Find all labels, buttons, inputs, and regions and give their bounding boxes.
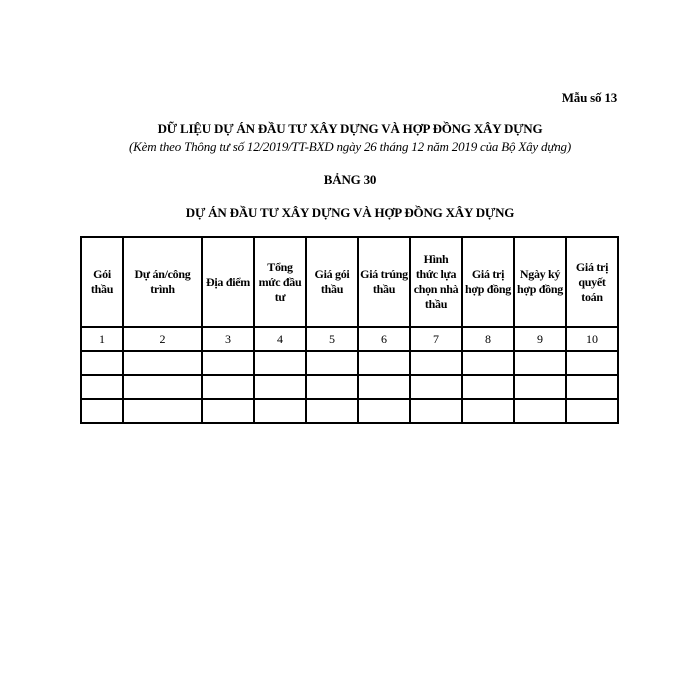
table-cell [514, 351, 566, 375]
table-cell [306, 399, 358, 423]
table-cell [123, 399, 202, 423]
table-cell [358, 399, 410, 423]
header-cell-gia-goi-thau: Giá gói thầu [306, 237, 358, 327]
header-cell-hinh-thuc: Hình thức lựa chọn nhà thầu [410, 237, 462, 327]
header-cell-gia-tri-hop-dong: Giá trị hợp đồng [462, 237, 514, 327]
table-row [81, 375, 618, 399]
column-number: 1 [81, 327, 123, 351]
column-number: 5 [306, 327, 358, 351]
column-number: 4 [254, 327, 306, 351]
header-cell-dia-diem: Địa điểm [202, 237, 254, 327]
table-cell [81, 375, 123, 399]
table-cell [306, 375, 358, 399]
table-cell [81, 399, 123, 423]
header-cell-gia-tri-quyet-toan: Giá trị quyết toán [566, 237, 618, 327]
table-cell [514, 375, 566, 399]
table-cell [123, 375, 202, 399]
table-cell [358, 351, 410, 375]
table-cell [306, 351, 358, 375]
table-cell [566, 399, 618, 423]
table-cell [410, 375, 462, 399]
table-row [81, 399, 618, 423]
column-number: 10 [566, 327, 618, 351]
table-cell [202, 351, 254, 375]
document-title: DỮ LIỆU DỰ ÁN ĐẦU TƯ XÂY DỰNG VÀ HỢP ĐỒNG XÂY DỰNG [157, 121, 543, 136]
table-number: BẢNG 30 [323, 172, 377, 187]
column-number: 3 [202, 327, 254, 351]
table-cell [514, 399, 566, 423]
form-number: Mẫu số 13 [561, 90, 617, 105]
table-cell [254, 375, 306, 399]
table-title: DỰ ÁN ĐẦU TƯ XÂY DỰNG VÀ HỢP ĐỒNG XÂY DỰNG [185, 205, 515, 220]
table-cell [254, 399, 306, 423]
data-table [80, 236, 619, 424]
column-number: 6 [358, 327, 410, 351]
column-number: 7 [410, 327, 462, 351]
table-cell [358, 375, 410, 399]
header-cell-ngay-ky: Ngày ký hợp đồng [514, 237, 566, 327]
table-cell [462, 375, 514, 399]
table-cell [566, 375, 618, 399]
table-row [81, 351, 618, 375]
header-cell-du-an: Dự án/công trình [123, 237, 202, 327]
header-cell-goi-thau: Gói thầu [81, 237, 123, 327]
table-cell [123, 351, 202, 375]
column-number-row [81, 327, 618, 351]
table-cell [410, 399, 462, 423]
table-cell [202, 375, 254, 399]
column-number: 9 [514, 327, 566, 351]
column-number: 8 [462, 327, 514, 351]
header-cell-tong-muc: Tổng mức đầu tư [254, 237, 306, 327]
column-number: 2 [123, 327, 202, 351]
table-cell [410, 351, 462, 375]
table-cell [202, 399, 254, 423]
table-cell [254, 351, 306, 375]
table-cell [462, 351, 514, 375]
table-cell [566, 351, 618, 375]
table-cell [462, 399, 514, 423]
header-cell-gia-trung-thau: Giá trúng thầu [358, 237, 410, 327]
table-header-row [81, 237, 618, 327]
table-cell [81, 351, 123, 375]
document-subtitle: (Kèm theo Thông tư số 12/2019/TT-BXD ngày 26 tháng 12 năm 2019 của Bộ Xây dựng) [129, 139, 571, 154]
